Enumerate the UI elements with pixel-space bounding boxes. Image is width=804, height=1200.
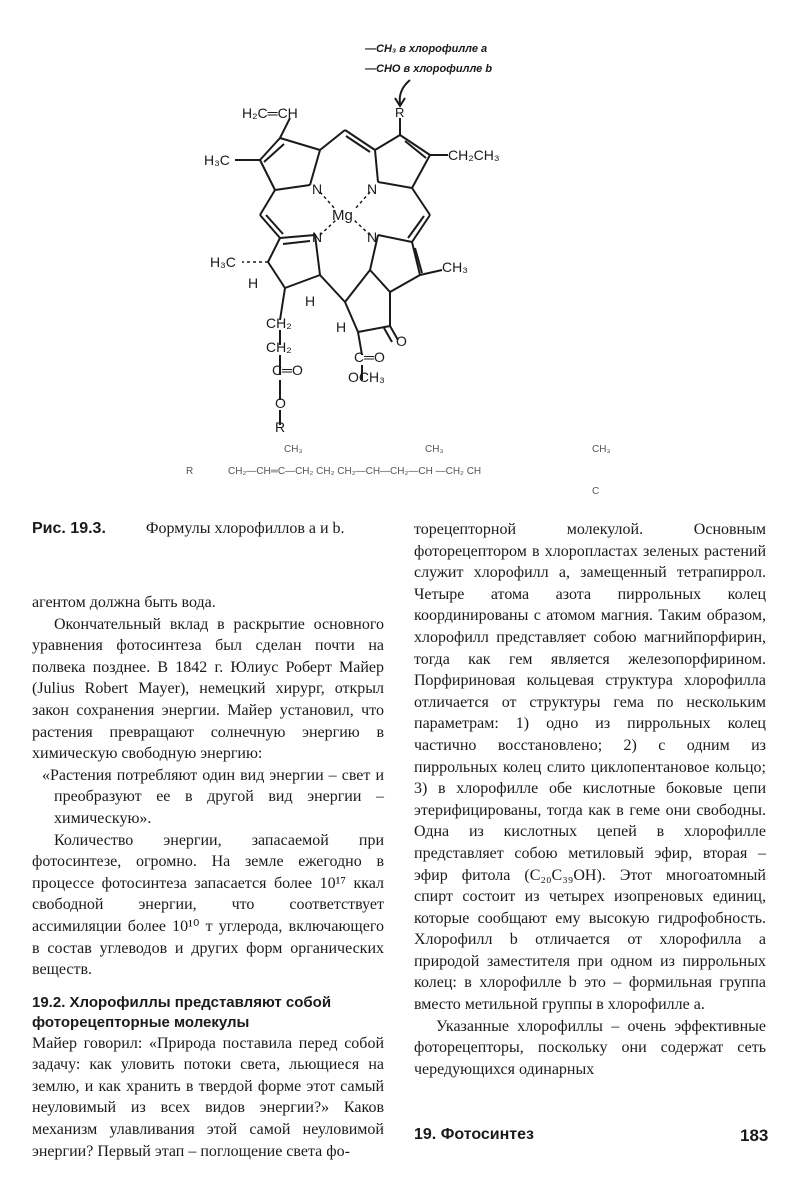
note-cho-chlorophyll-b: —CHO в хлорофилле b xyxy=(365,63,493,75)
phytol-chain-text: CH₂—CH═C—CH₂ CH₂ CH₂—CH—CH₂—CH —CH₂ CH xyxy=(228,466,482,477)
meso-bond-top-right xyxy=(345,130,375,150)
r-substituent-bottom-label: R xyxy=(275,419,286,435)
hydrogen-ring-label: H xyxy=(336,319,347,335)
left-paragraph-3: Майер говорил: «Природа поставила перед собой задачу: как уловить потоки света, льющиеся на землю, и как хранить в твердой форме этот самый неуловимый из всех видов энергии?» Каков механизм улавливания этой самой неуловимой энергии? Первый этап – поглощение света фо- xyxy=(32,1034,384,1160)
meso-bond-left-upper xyxy=(260,190,275,215)
ring-c xyxy=(370,235,422,292)
right-column xyxy=(414,519,766,1080)
methoxy-label: OCH₃ xyxy=(348,369,385,385)
ring-b xyxy=(375,135,430,188)
meso-bond-bottom-right xyxy=(345,270,370,302)
figure-caption-text: Формулы хлорофиллов a и b. xyxy=(145,520,345,537)
nitrogen-2-label: N xyxy=(367,181,378,197)
vinyl-bond xyxy=(280,118,290,138)
ethyl-group-label: CH₂CH₃ xyxy=(448,147,500,163)
mayer-quote: «Растения потребляют один вид энергии – свет и преобразуют ее в другой вид энергии – химическую». xyxy=(42,766,384,827)
left-paragraph-0: агентом должна быть вода. xyxy=(32,594,216,611)
methyl-d-label: H₃C xyxy=(210,254,236,270)
left-column xyxy=(32,592,384,1162)
hydrogen-right-label: H xyxy=(305,293,316,309)
ketone-oxygen-label: O xyxy=(396,333,407,349)
chlorophyll-structure-diagram xyxy=(180,30,650,500)
vinyl-group-label: H₂C═CH xyxy=(242,105,298,121)
note-ch3-chlorophyll-a: —CH₃ в хлорофилле a xyxy=(365,43,488,55)
phytol-tail: C xyxy=(592,486,600,497)
ch2-a-label: CH₂ xyxy=(266,315,292,331)
meso-bond-right-upper xyxy=(412,188,430,215)
methyl-c-label: CH₃ xyxy=(442,259,468,275)
figure-caption xyxy=(32,520,402,538)
hydrogen-left-label: H xyxy=(248,275,259,291)
phytol-methyl-3: CH₃ xyxy=(592,444,611,455)
nitrogen-1-label: N xyxy=(312,181,323,197)
section-heading: 19.2. Хлорофиллы представляют собой фоторецепторные молекулы xyxy=(32,993,332,1031)
carbonyl-right-label: C═O xyxy=(354,349,385,365)
footer-section-title: 19. Фотосинтез xyxy=(414,1126,534,1143)
left-paragraph-1: Окончательный вклад в раскрытие основного уравнения фотосинтеза был сделан почти на полвека позднее. В 1842 г. Юлиус Роберт Майер (Julius Robert Mayer), немецкий хирург, открыл закон сохранения энергии. Майер установил, что растения превращают солнечную энергию в химическую свободную энергию: xyxy=(32,615,384,763)
r-substituent-top-label: R xyxy=(395,105,405,120)
nitrogen-4-label: N xyxy=(367,229,378,245)
methyl-a-label: H₃C xyxy=(204,152,230,168)
right-paragraph-2: Указанные хлорофиллы – очень эффективные фоторецепторы, поскольку они содержат сеть чередующихся одинарных xyxy=(414,1017,766,1078)
left-paragraph-2: Количество энергии, запасаемой при фотосинтезе, огромно. На земле ежегодно в процессе фотосинтеза запасается более 10¹⁷ ккал свободной энергии, что соответствует ассимиляции более 10¹⁰ т углерода, включающего в состав углеводов и других форм органических веществ. xyxy=(32,831,384,979)
meso-bond-top-left xyxy=(320,130,345,150)
phytol-methyl-2: CH₃ xyxy=(425,444,444,455)
page-number: 183 xyxy=(740,1126,769,1145)
carbonyl-left-label: C═O xyxy=(272,362,303,378)
figure-caption-label: Рис. 19.3. xyxy=(32,520,106,537)
phytol-chain-formula xyxy=(180,440,620,500)
cyclopentanone-ring xyxy=(345,292,398,342)
magnesium-label: Mg xyxy=(332,207,353,224)
phytol-r-label: R xyxy=(186,466,194,477)
nitrogen-3-label: N xyxy=(312,229,323,245)
ester-oxygen-label: O xyxy=(275,395,286,411)
annotation-arrow xyxy=(400,80,410,104)
phytol-methyl-1: CH₃ xyxy=(284,444,303,455)
ch2-b-label: CH₂ xyxy=(266,339,292,355)
meso-bond-bottom-left xyxy=(320,275,345,302)
right-paragraph-1: торецепторной молекулой. Основным фоторецептором в хлоропластах зеленых растений служит хлорофилл a, замещенный тетрапиррол. Четыре атома азота пиррольных колец координированы с атомом магния. Таким образом, хлорофилл представляет собою магнийпорфирин, тогда как гем является железопорфирином. Порфириновая кольцевая структура хлорофилла отличается от структуры гема по нескольким параметрам: 1) одно из пиррольных колец частично восстановлено; 2) с одним из пиррольных колец слито циклопентановое кольцо; 3) в хлорофилле обе кислотные боковые цепи этерифицированы, тогда как в геме они свободны. Одна из кислотных цепей в хлорофилле представляет собою метиловый эфир, вторая – эфир фитола (C₂₀C₃₉OH). Этот многоатомный спирт состоит из четырех изопреновых единиц, которые сообщают ему высокую гидрофобность. Хлорофилл b отличается от хлорофилла a природой заместителя при одном из пиррольных колец: в хлорофилле b это – формильная группа вместо метильной группы в хлорофилле a. xyxy=(414,521,766,1014)
ring-a xyxy=(260,138,320,190)
methyl-c-bond xyxy=(420,270,442,275)
